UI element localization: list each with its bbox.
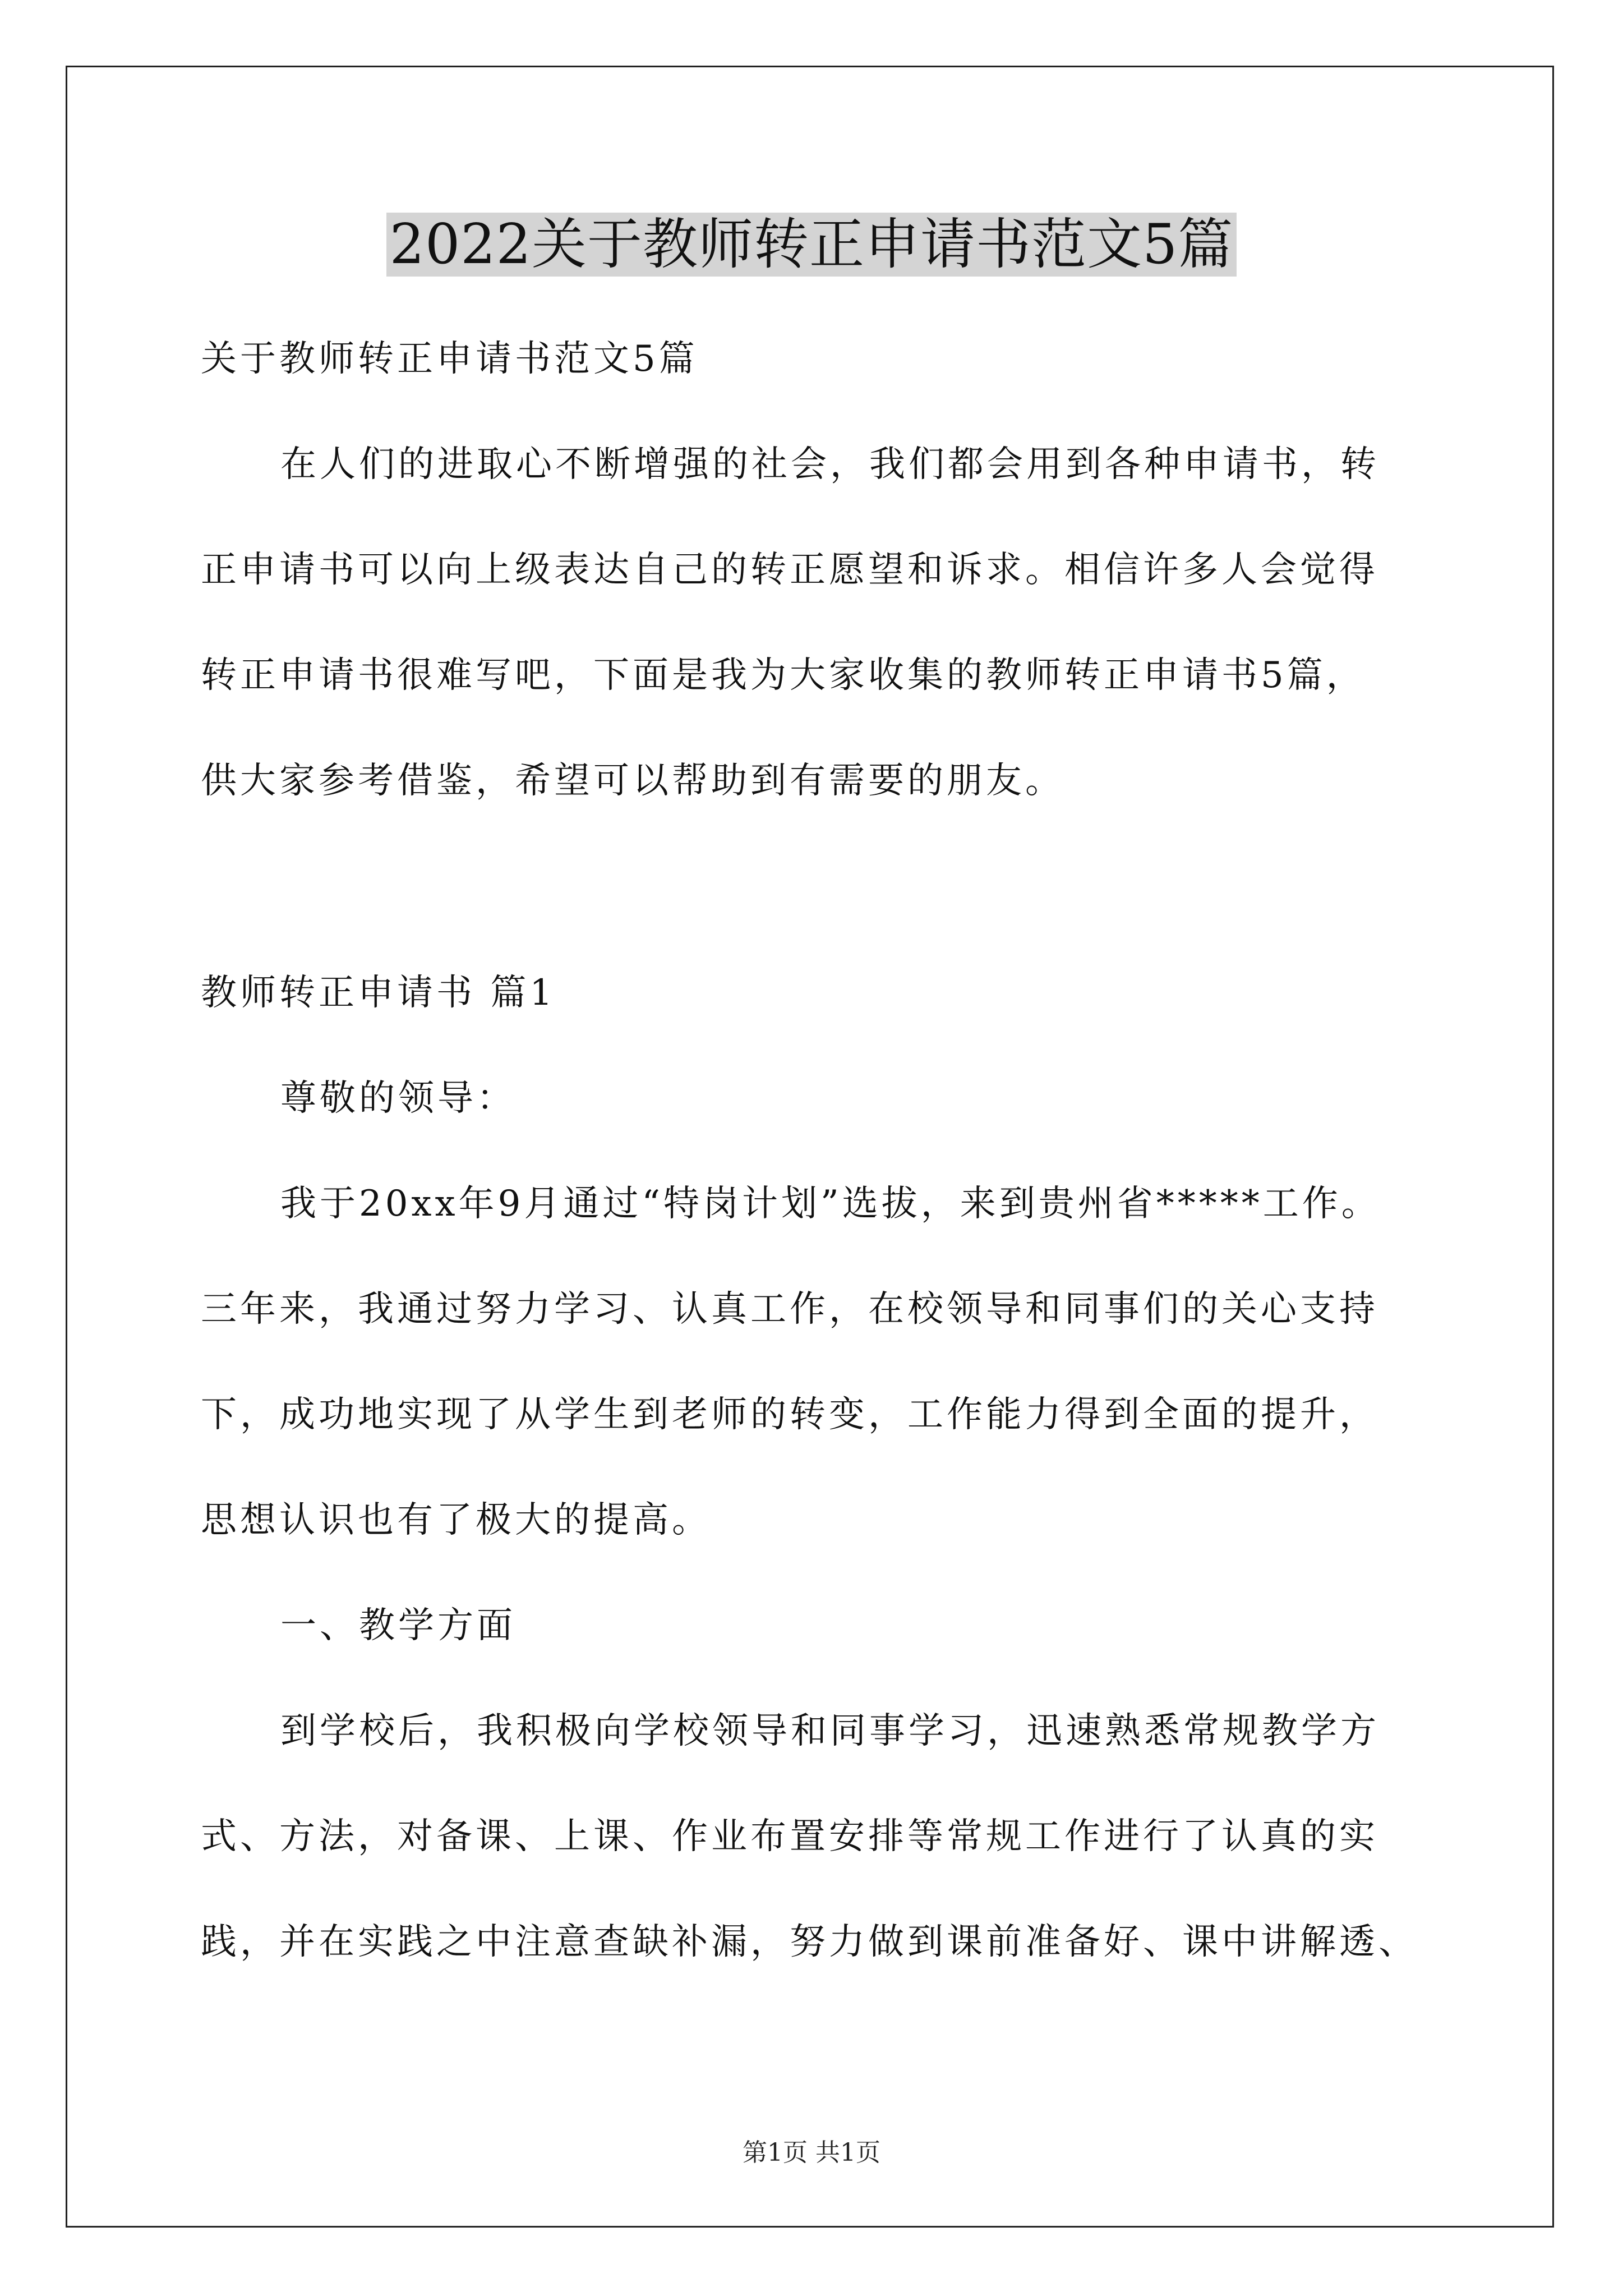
paragraph-line: 式、方法，对备课、上课、作业布置安排等常规工作进行了认真的实	[201, 1816, 1378, 1857]
paragraph-line: 下，成功地实现了从学生到老师的转变，工作能力得到全面的提升，	[201, 1394, 1378, 1435]
subsection-heading: 一、教学方面	[280, 1605, 516, 1646]
paragraph-line: 在人们的进取心不断增强的社会，我们都会用到各种申请书，转	[280, 444, 1380, 485]
paragraph-line: 正申请书可以向上级表达自己的转正愿望和诉求。相信许多人会觉得	[201, 549, 1378, 591]
paragraph-line: 到学校后，我积极向学校领导和同事学习，迅速熟悉常规教学方	[280, 1710, 1380, 1752]
paragraph-line: 我于20xx年9月通过“特岗计划”选拔，来到贵州省*****工作。	[280, 1183, 1381, 1225]
salutation: 尊敬的领导：	[280, 1078, 516, 1119]
page-border	[66, 66, 1554, 2228]
document-title	[0, 205, 1623, 284]
subtitle-line: 关于教师转正申请书范文5篇	[201, 338, 698, 380]
page-footer: 第1页 共1页	[743, 2138, 880, 2167]
paragraph-line: 三年来，我通过努力学习、认真工作，在校领导和同事们的关心支持	[201, 1289, 1378, 1330]
paragraph-line: 思想认识也有了极大的提高。	[201, 1499, 711, 1541]
title-text: 2022关于教师转正申请书范文5篇	[386, 213, 1237, 277]
paragraph-line: 转正申请书很难写吧，下面是我为大家收集的教师转正申请书5篇，	[201, 655, 1366, 696]
paragraph-line: 践，并在实践之中注意查缺补漏，努力做到课前准备好、课中讲解透、	[201, 1921, 1418, 1963]
paragraph-line: 供大家参考借鉴，希望可以帮助到有需要的朋友。	[201, 760, 1064, 802]
section-heading: 教师转正申请书 篇1	[201, 972, 556, 1014]
